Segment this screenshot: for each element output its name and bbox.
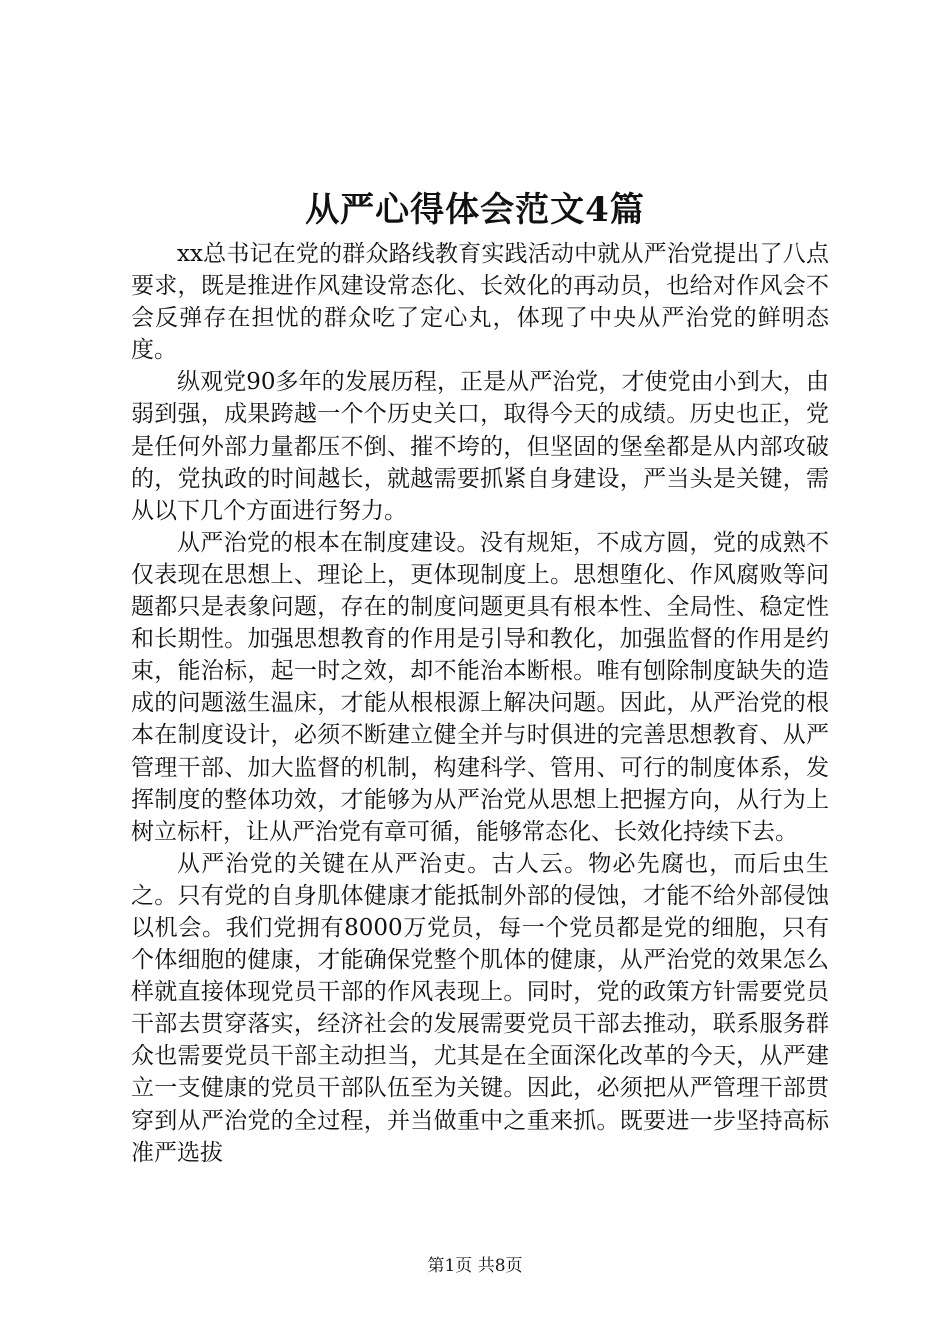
paragraph-1: xx总书记在党的群众路线教育实践活动中就从严治党提出了八点要求，既是推进作风建设常态化、长效化的再动员，也给对作风会不会反弹存在担忧的群众吃了定心丸，体现了中央从严治党的鲜明态度。 bbox=[131, 241, 829, 364]
document-title: 从严心得体会范文4篇 bbox=[305, 190, 645, 230]
paragraph-2: 纵观党90多年的发展历程，正是从严治党，才使党由小到大，由弱到强，成果跨越一个个历史关口，取得今天的成绩。历史也正，党是任何外部力量都压不倒、摧不垮的，但坚固的堡垒都是从内部攻破的，党执政的时间越长，就越需要抓紧自身建设，严当头是关键，需从以下几个方面进行努力。 bbox=[131, 369, 829, 524]
paragraph-4: 从严治党的关键在从严治吏。古人云。物必先腐也，而后虫生之。只有党的自身肌体健康才能抵制外部的侵蚀，才能不给外部侵蚀以机会。我们党拥有8000万党员，每一个党员都是党的细胞，只有个体细胞的健康，才能确保党整个肌体的健康，从严治党的效果怎么样就直接体现党员干部的作风表现上。同时，党的政策方针需要党员干部去贯穿落实，经济社会的发展需要党员干部去推动，联系服务群众也需要党员干部主动担当，尤其是在全面深化改革的今天，从严建立一支健康的党员干部队伍至为关键。因此，必须把从严管理干部贯穿到从严治党的全过程，并当做重中之重来抓。既要进一步坚持高标准严选拔 bbox=[131, 850, 829, 1166]
page-footer: 第1页 共8页 bbox=[427, 1256, 523, 1276]
document-body bbox=[131, 238, 829, 1169]
paragraph-3: 从严治党的根本在制度建设。没有规矩，不成方圆，党的成熟不仅表现在思想上、理论上，更体现制度上。思想堕化、作风腐败等问题都只是表象问题，存在的制度问题更具有根本性、全局性、稳定性和长期性。加强思想教育的作用是引导和教化，加强监督的作用是约束，能治标，起一时之效，却不能治本断根。唯有刨除制度缺失的造成的问题滋生温床，才能从根根源上解决问题。因此，从严治党的根本在制度设计，必须不断建立健全并与时俱进的完善思想教育、从严管理干部、加大监督的机制，构建科学、管用、可行的制度体系，发挥制度的整体功效，才能够为从严治党从思想上把握方向，从行为上树立标杆，让从严治党有章可循，能够常态化、长效化持续下去。 bbox=[131, 529, 829, 845]
